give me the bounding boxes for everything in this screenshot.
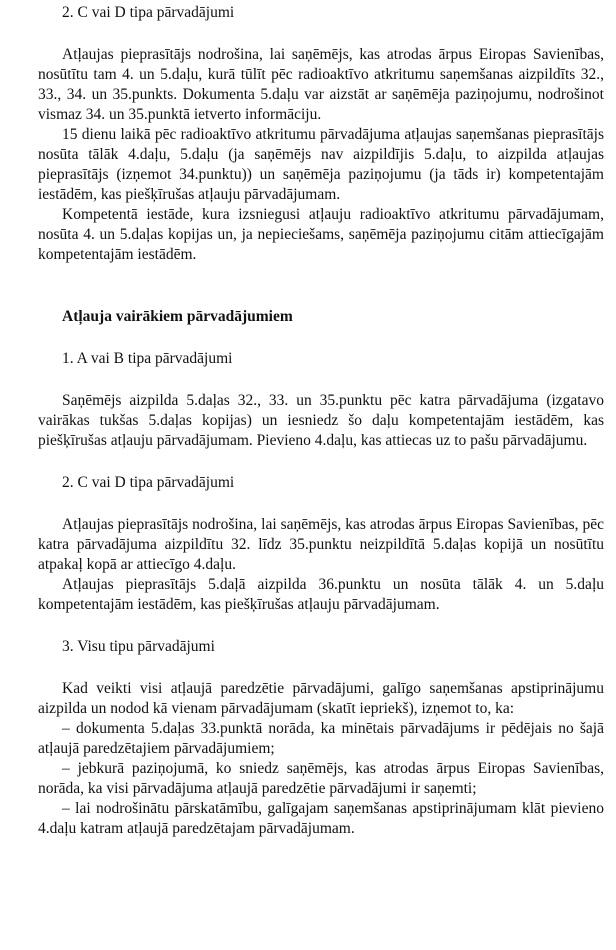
- paragraph: Atļaujas pieprasītājs nodrošina, lai saņēmējs, kas atrodas ārpus Eiropas Savienības, nosūtītu tam 4. un 5.daļu, kurā tūlīt pēc radioaktīvo atkritumu saņemšanas aizpildīts 32., 33., 34. un 35.punkts. Dokumenta 5.daļu var aizstāt ar saņēmēja paziņojumu, nodrošinot vismaz 34. un 35.punktā ietverto informāciju.: [38, 46, 604, 123]
- paragraph: Kad veikti visi atļaujā paredzētie pārvadājumi, galīgo saņemšanas apstiprinājumu aizpilda un nodod kā vienam pārvadājumam (skatīt iepriekš), izņemot to, ka:: [38, 680, 604, 717]
- paragraph: 15 dienu laikā pēc radioaktīvo atkritumu pārvadājuma atļaujas saņemšanas pieprasītājs nosūta tālāk 4.daļu, 5.daļu (ja saņēmējs nav aizpildījis 5.daļu, to aizpilda atļaujas pieprasītājs (izņemot 34.punktu)) un saņēmēja paziņojumu (ja tāds ir) kompetentajām iestādēm, kas piešķīrušas atļauju pārvadājumam.: [38, 126, 604, 203]
- paragraph: Saņēmējs aizpilda 5.daļas 32., 33. un 35.punktu pēc katra pārvadājuma (izgatavo vairākas tukšas 5.daļas kopijas) un iesniedz šo daļu kompetentajām iestādēm, kas piešķīrušas atļauju pārvadājumam. Pievieno 4.daļu, kas attiecas uz to pašu pārvadājumu.: [38, 392, 604, 449]
- paragraph: Atļaujas pieprasītājs nodrošina, lai saņēmējs, kas atrodas ārpus Eiropas Savienības, pēc katra pārvadājuma aizpildītu 32. līdz 35.punktu neizpildītā 5.daļas kopijā un nosūtītu atpakaļ kopā ar attiecīgo 4.daļu.: [38, 516, 604, 573]
- section-heading-all-types: 3. Visu tipu pārvadājumi: [62, 638, 215, 655]
- document-page: [38, 3, 604, 839]
- paragraph: Kompetentā iestāde, kura izsniegusi atļauju radioaktīvo atkritumu pārvadājumam, nosūta 4. un 5.daļas kopijas un, ja nepieciešams, saņēmēja paziņojumu citām attiecīgajām kompetentajām iestādēm.: [38, 206, 604, 263]
- list-item: – lai nodrošinātu pārskatāmību, galīgajam saņemšanas apstiprinājumam klāt pievieno 4.daļu katram atļaujā paredzētajam pārvadājumam.: [38, 800, 604, 837]
- list-item: – jebkurā paziņojumā, ko sniedz saņēmējs, kas atrodas ārpus Eiropas Savienības, norāda, ka visi pārvadājuma atļaujā paredzētie pārvadājumi ir saņemti;: [38, 760, 604, 797]
- section-heading-c-d: 2. C vai D tipa pārvadājumi: [62, 4, 235, 21]
- paragraph: Atļaujas pieprasītājs 5.daļā aizpilda 36.punktu un nosūta tālāk 4. un 5.daļu kompetentajām iestādēm, kas piešķīrušas atļauju pārvadājumam.: [38, 576, 604, 613]
- section-heading-c-d-multiple: 2. C vai D tipa pārvadājumi: [62, 474, 235, 491]
- list-item: – dokumenta 5.daļas 33.punktā norāda, ka minētais pārvadājums ir pēdējais no šajā atļaujā paredzētajiem pārvadājumiem;: [38, 720, 604, 757]
- section-heading-a-b: 1. A vai B tipa pārvadājumi: [62, 350, 233, 367]
- section-title-multiple-shipments: Atļauja vairākiem pārvadājumiem: [62, 308, 293, 325]
